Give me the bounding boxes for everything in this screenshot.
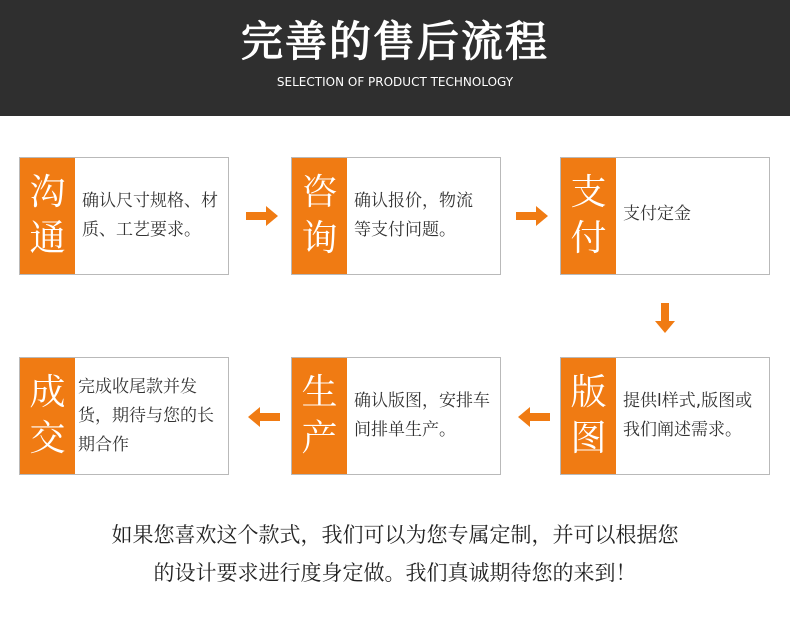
step-description: 提供l样式,版图或我们阐述需求。 xyxy=(623,391,753,440)
step-card-pay xyxy=(560,157,770,275)
step-card-layout xyxy=(560,357,770,475)
badge-char: 沟 xyxy=(29,172,66,213)
step-description: 支付定金 xyxy=(623,204,691,224)
step-description: 确认尺寸规格、材质、工艺要求。 xyxy=(82,191,218,240)
step-description: 确认报价，物流等支付问题。 xyxy=(354,191,473,240)
step-badge xyxy=(20,158,75,274)
badge-char: 通 xyxy=(29,218,66,259)
step-description: 确认版图，安排车间排单生产。 xyxy=(354,391,490,440)
badge-char: 产 xyxy=(301,418,338,459)
step-description: 完成收尾款并发货，期待与您的长期合作 xyxy=(78,376,214,455)
page-subtitle: SELECTION OF PRODUCT TECHNOLOGY xyxy=(276,75,514,89)
step-card-deal xyxy=(19,357,229,475)
arrow-right-icon xyxy=(516,204,550,228)
badge-char: 询 xyxy=(301,218,338,259)
arrow-left-icon xyxy=(516,405,550,429)
badge-char: 图 xyxy=(570,418,607,459)
header-banner xyxy=(0,0,790,116)
badge-char: 版 xyxy=(570,372,607,413)
step-card-production xyxy=(291,357,501,475)
arrow-left-icon xyxy=(246,405,280,429)
step-badge xyxy=(561,158,616,274)
badge-char: 咨 xyxy=(301,172,338,213)
step-badge xyxy=(292,158,347,274)
step-badge xyxy=(292,358,347,474)
step-card-communicate xyxy=(19,157,229,275)
footer-line-2: 的设计要求进行度身定做。我们真诚期待您的来到！ xyxy=(153,561,637,585)
badge-char: 生 xyxy=(301,372,338,413)
footer-line-1: 如果您喜欢这个款式，我们可以为您专属定制，并可以根据您 xyxy=(111,523,679,547)
arrow-down-icon xyxy=(653,303,677,335)
page-title: 完善的售后流程 xyxy=(240,17,549,66)
badge-char: 支 xyxy=(570,172,607,213)
badge-char: 交 xyxy=(29,418,66,459)
step-card-consult xyxy=(291,157,501,275)
step-badge xyxy=(20,358,75,474)
step-badge xyxy=(561,358,616,474)
arrow-right-icon xyxy=(246,204,280,228)
badge-char: 付 xyxy=(570,218,607,259)
badge-char: 成 xyxy=(29,372,66,413)
